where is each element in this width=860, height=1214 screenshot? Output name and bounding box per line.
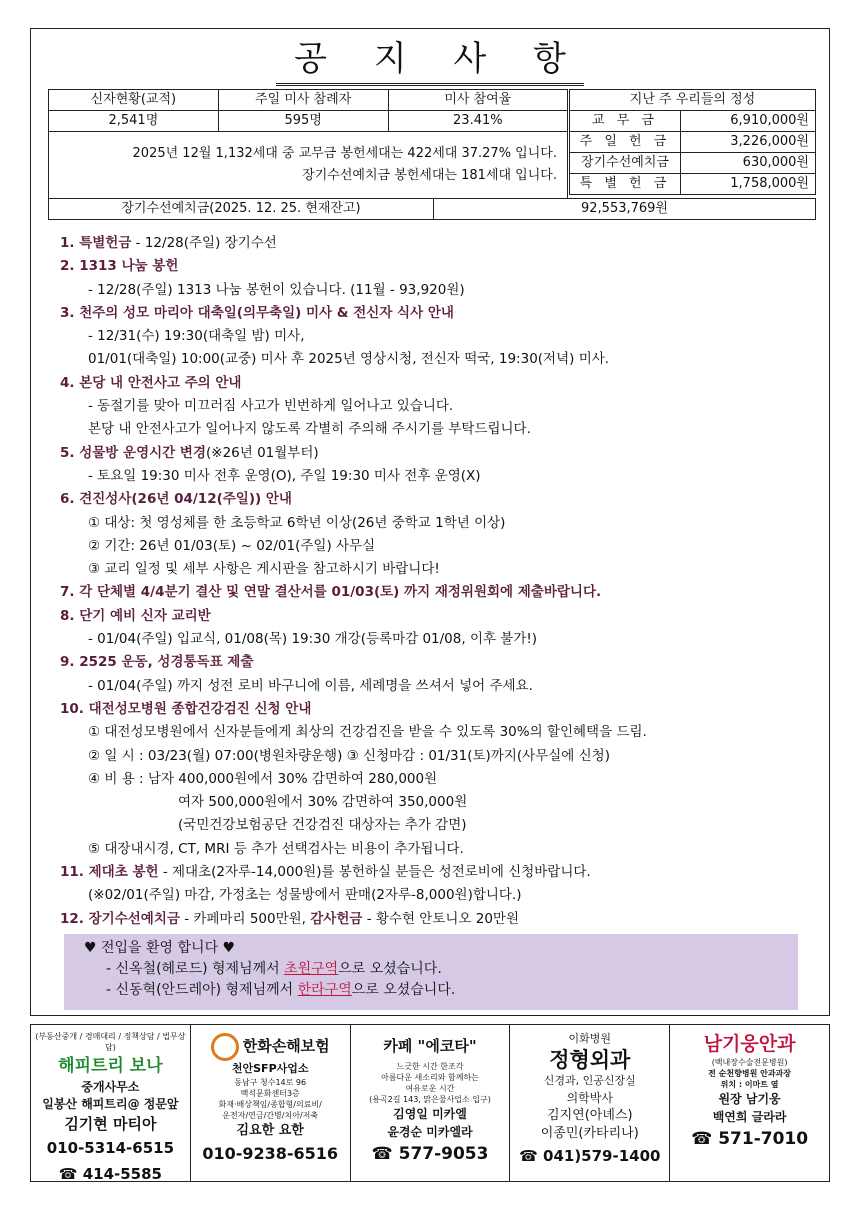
notice-heading: 9. 2525 운동, 성경통독표 제출 bbox=[60, 654, 254, 671]
offering-amount: 630,000원 bbox=[681, 153, 816, 174]
page-title: 공 지 사 항 bbox=[31, 37, 829, 86]
deposit-amount: 92,553,769원 bbox=[434, 199, 816, 220]
notice-list bbox=[60, 232, 830, 931]
notice-text: - 제대초(2자루-14,000원)를 봉헌하실 분들은 성전로비에 신청바랍니다. bbox=[158, 864, 591, 881]
notice-item bbox=[60, 442, 830, 465]
notice-item bbox=[60, 861, 830, 884]
notice-item: - 12/31(수) 19:30(대축일 밤) 미사, bbox=[88, 328, 305, 345]
notice-heading: 12. 장기수선예치금 bbox=[60, 910, 180, 927]
notice-heading: 7. 각 단체별 4/4분기 결산 및 연말 결산서를 01/03(토) 까지 재정위원회에 제출바랍니다. bbox=[60, 584, 602, 601]
notice-text: - 12/28(주일) 장기수선 bbox=[131, 235, 277, 251]
stats-value: 595명 bbox=[218, 111, 388, 132]
stats-header: 미사 참여율 bbox=[388, 90, 567, 111]
notice-item: - 12/28(주일) 1313 나눔 봉헌이 있습니다. (11월 - 93,920원) bbox=[88, 281, 465, 298]
offering-amount: 3,226,000원 bbox=[681, 132, 816, 153]
deposit-label: 장기수선예치금(2025. 12. 25. 현재잔고) bbox=[49, 199, 434, 220]
notice-item: ② 일 시 : 03/23(월) 07:00(병원차량운행) ③ 신청마감 : 01/31(토)까지(사무실에 신청) bbox=[88, 747, 610, 764]
notice-item: - 01/04(주일) 입교식, 01/08(목) 19:30 개강(등록마감 01/08, 이후 불가!) bbox=[88, 631, 538, 648]
notice-heading: 감사헌금 bbox=[310, 910, 363, 927]
notice-heading: 3. 천주의 성모 마리아 대축일(의무축일) 미사 & 전신자 식사 안내 bbox=[60, 304, 454, 321]
notice-heading: 1. 특별헌금 bbox=[60, 235, 132, 251]
welcome-line: - 신동혁(안드레아) 형제님께서 한라구역으로 오셨습니다. bbox=[106, 982, 456, 998]
notice-item bbox=[60, 255, 830, 278]
notice-item: ② 기간: 26년 01/03(토) ~ 02/01(주일) 사무실 bbox=[88, 537, 376, 554]
notice-item: - 토요일 19:30 미사 전후 운영(O), 주일 19:30 미사 전후 운영(X) bbox=[88, 467, 481, 484]
notice-item: - 동절기를 맞아 미끄러짐 사고가 빈번하게 일어나고 있습니다. bbox=[88, 398, 454, 415]
notice-item bbox=[60, 651, 830, 674]
welcome-box bbox=[64, 934, 798, 1010]
notice-item bbox=[60, 488, 830, 511]
ad-nam-eye: 남기웅안과 (백내장수술전문병원) 전 순천향병원 안과과장 위치 : 이마트 옆 원장 남기웅 백연희 글라라 ☎ 571-7010 bbox=[691, 1033, 809, 1149]
notice-item: (※02/01(주일) 마감, 가정초는 성물방에서 판매(2자루-8,000원)합니다.) bbox=[88, 887, 522, 904]
offering-label: 장기수선예치금 bbox=[570, 153, 681, 174]
notice-item bbox=[60, 581, 830, 604]
offering-label: 특 별 헌 금 bbox=[570, 174, 681, 195]
notice-heading: 6. 견진성사(26년 04/12(주일)) 안내 bbox=[60, 491, 292, 508]
notice-item bbox=[60, 232, 830, 255]
stats-header: 신자현황(교적) bbox=[49, 90, 219, 111]
offering-amount: 1,758,000원 bbox=[681, 174, 816, 195]
notice-heading: 10. 대전성모병원 종합건강검진 신청 안내 bbox=[60, 700, 312, 717]
notice-heading: 4. 본당 내 안전사고 주의 안내 bbox=[60, 374, 242, 391]
ad-cafe: 카페 "에코타" 느긋한 시간 한조각 아름다운 새소리와 함께하는 여유로운 시간 (용곡2길 143, 맑은물사업소 입구) 김영일 미카엘 윤경순 미카엘라 ☎ 577-9053 bbox=[351, 1025, 511, 1181]
offering-label: 교 무 금 bbox=[570, 111, 681, 132]
stats-note: 2025년 12월 1,132세대 중 교무금 봉헌세대는 422세대 37.27% 입니다. 장기수선예치금 봉헌세대는 181세대 입니다. bbox=[49, 132, 568, 199]
offering-table bbox=[569, 89, 816, 195]
notice-heading: 8. 단기 예비 신자 교리반 bbox=[60, 607, 211, 624]
notice-item: - 01/04(주일) 까지 성전 로비 바구니에 이름, 세례명을 쓰셔서 넣어 주세요. bbox=[88, 677, 533, 694]
notice-item: ⑤ 대장내시경, CT, MRI 등 추가 선택검사는 비용이 추가됩니다. bbox=[88, 840, 464, 857]
notice-item bbox=[60, 605, 830, 628]
notice-item bbox=[60, 372, 830, 395]
offering-header: 지난 주 우리들의 정성 bbox=[570, 90, 816, 111]
notice-item: 본당 내 안전사고가 일어나지 않도록 각별히 주의해 주시기를 부탁드립니다. bbox=[88, 421, 531, 438]
ad-hanwha: 한화손해보험 천안SFP사업소 동남구 청수14로 96 백석문화센터3층 화재·배상책임/종합형/의료비/ 운전자/연금/간병/치아/저축 김요한 요한 010-9238-6516 bbox=[191, 1025, 351, 1181]
notice-item: (국민건강보험공단 건강검진 대상자는 추가 감면) bbox=[178, 817, 467, 834]
ad-happytree: (부동산중개 / 경매대리 / 정책상담 / 법무상담) 해피트리 보나 중개사무소 일봉산 해피트리@ 정문앞 김기현 마티아 010-5314-6515 ☎ 414-5585 bbox=[31, 1025, 191, 1181]
notice-item bbox=[60, 698, 830, 721]
notice-item bbox=[60, 302, 830, 325]
notice-item: ③ 교리 일정 및 세부 사항은 게시판을 참고하시기 바랍니다! bbox=[88, 561, 440, 578]
notice-text: - 카페마리 500만원, bbox=[179, 910, 311, 927]
notice-heading: 11. 제대초 봉헌 bbox=[60, 864, 159, 881]
notice-item: ① 대상: 첫 영성체를 한 초등학교 6학년 이상(26년 중학교 1학년 이상) bbox=[88, 514, 506, 531]
ads-row bbox=[30, 1024, 830, 1182]
ad-ewha: 이화병원 정형외과 신경과, 인공신장실 의학박사 김지연(아녜스) 이종민(카타리나) ☎ 041)579-1400 bbox=[510, 1025, 670, 1181]
stats-value: 23.41% bbox=[388, 111, 567, 132]
notice-text: (※26년 01월부터) bbox=[206, 444, 319, 461]
stats-table bbox=[48, 89, 568, 199]
notice-text: - 황수현 안토니오 20만원 bbox=[362, 910, 520, 927]
notice-item: 여자 500,000원에서 30% 감면하여 350,000원 bbox=[178, 794, 468, 811]
notice-item: ④ 비 용 : 남자 400,000원에서 30% 감면하여 280,000원 bbox=[88, 770, 438, 787]
notice-item: 01/01(대축일) 10:00(교중) 미사 후 2025년 영상시청, 전신자 떡국, 19:30(저녁) 미사. bbox=[88, 351, 610, 368]
offering-label: 주 일 헌 금 bbox=[570, 132, 681, 153]
stats-header: 주일 미사 참례자 bbox=[218, 90, 388, 111]
welcome-title: ♥ 전입을 환영 합니다 ♥ bbox=[84, 940, 236, 956]
hanwha-logo-icon bbox=[211, 1033, 239, 1061]
offering-amount: 6,910,000원 bbox=[681, 111, 816, 132]
notice-item: ① 대전성모병원에서 신자분들에게 최상의 건강검진을 받을 수 있도록 30%의 할인혜택을 드림. bbox=[88, 724, 647, 741]
notice-item bbox=[60, 908, 830, 931]
welcome-line: - 신옥철(헤로드) 형제님께서 초원구역으로 오셨습니다. bbox=[106, 961, 442, 977]
notice-heading: 2. 1313 나눔 봉헌 bbox=[60, 258, 179, 275]
deposit-table bbox=[48, 198, 816, 220]
notice-heading: 5. 성물방 운영시간 변경 bbox=[60, 444, 206, 461]
stats-value: 2,541명 bbox=[49, 111, 219, 132]
